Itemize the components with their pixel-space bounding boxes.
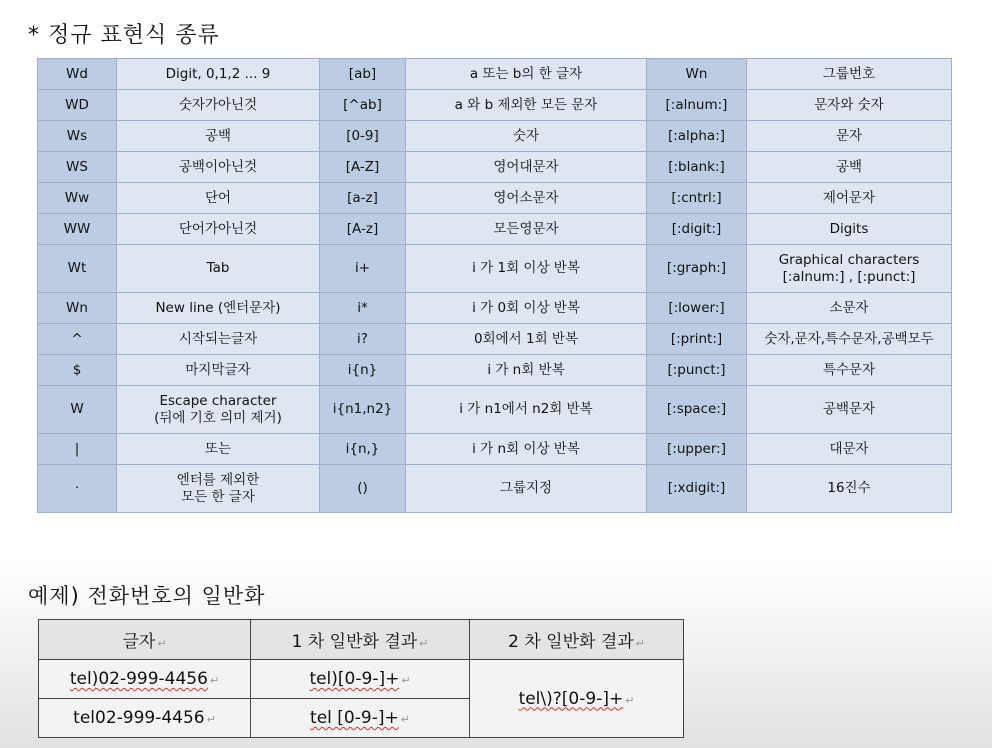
cell-class-meaning: 대문자 xyxy=(747,434,952,465)
cell-token: Ww xyxy=(38,183,117,214)
cell-class-meaning: 공백문자 xyxy=(747,386,952,434)
cell-pattern-meaning: 모든영문자 xyxy=(406,214,647,245)
regex-row xyxy=(38,90,952,121)
regex-row xyxy=(38,293,952,324)
cell-class: Wn xyxy=(647,59,747,90)
cell-pattern: [^ab] xyxy=(320,90,406,121)
cell-class-meaning: 공백 xyxy=(747,152,952,183)
cell-meaning: New line (엔터문자) xyxy=(117,293,320,324)
cell-class-meaning: Graphical characters [:alnum:] , [:punct:] xyxy=(747,245,952,293)
cell-meaning: 단어가아닌것 xyxy=(117,214,320,245)
cell-class: [:graph:] xyxy=(647,245,747,293)
regex-row xyxy=(38,214,952,245)
example-second-cell: tel\)?[0-9-]+ ↵ xyxy=(470,660,684,738)
cell-class-meaning: 제어문자 xyxy=(747,183,952,214)
cell-token: | xyxy=(38,434,117,465)
header-text: 글자 ↵ xyxy=(39,620,251,660)
cell-token: WW xyxy=(38,214,117,245)
cell-class-meaning: 특수문자 xyxy=(747,355,952,386)
regex-table-body xyxy=(38,59,952,513)
regex-row xyxy=(38,355,952,386)
cell-pattern: [ab] xyxy=(320,59,406,90)
regex-row xyxy=(38,465,952,513)
cell-class: [:xdigit:] xyxy=(647,465,747,513)
cell-pattern: i{n} xyxy=(320,355,406,386)
regex-row xyxy=(38,434,952,465)
regex-row xyxy=(38,59,952,90)
cell-meaning: 공백이아닌것 xyxy=(117,152,320,183)
cell-class: [:punct:] xyxy=(647,355,747,386)
cell-meaning: 공백 xyxy=(117,121,320,152)
cell-pattern: i{n,} xyxy=(320,434,406,465)
cell-meaning: 엔터를 제외한 모든 한 글자 xyxy=(117,465,320,513)
cell-meaning: 시작되는글자 xyxy=(117,324,320,355)
cell-token: Wt xyxy=(38,245,117,293)
cell-pattern: [a-z] xyxy=(320,183,406,214)
regex-row xyxy=(38,183,952,214)
cell-pattern: i? xyxy=(320,324,406,355)
cell-pattern: () xyxy=(320,465,406,513)
cell-class-meaning: 숫자,문자,특수문자,공백모두 xyxy=(747,324,952,355)
cell-class: [:alnum:] xyxy=(647,90,747,121)
regex-types-table xyxy=(37,58,952,513)
cell-meaning: Digit, 0,1,2 ... 9 xyxy=(117,59,320,90)
cell-pattern-meaning: 영어대문자 xyxy=(406,152,647,183)
regex-row xyxy=(38,121,952,152)
example-header-row xyxy=(39,620,684,660)
cell-pattern: [A-z] xyxy=(320,214,406,245)
cell-class: [:blank:] xyxy=(647,152,747,183)
cell-token: WS xyxy=(38,152,117,183)
cell-class-meaning: 문자와 숫자 xyxy=(747,90,952,121)
cell-class: [:alpha:] xyxy=(647,121,747,152)
cell-class-meaning: 소문자 xyxy=(747,293,952,324)
cell-class: [:upper:] xyxy=(647,434,747,465)
cell-token: · xyxy=(38,465,117,513)
example-text-cell: tel)02-999-4456 ↵ xyxy=(39,660,251,699)
example-text-cell: tel02-999-4456 ↵ xyxy=(39,699,251,738)
cell-class-meaning: 16진수 xyxy=(747,465,952,513)
cell-pattern-meaning: i 가 n회 반복 xyxy=(406,355,647,386)
cell-pattern-meaning: i 가 1회 이상 반복 xyxy=(406,245,647,293)
regex-row xyxy=(38,152,952,183)
cell-pattern-meaning: 그룹지정 xyxy=(406,465,647,513)
cell-class-meaning: 문자 xyxy=(747,121,952,152)
cell-token: WD xyxy=(38,90,117,121)
cell-class: [:cntrl:] xyxy=(647,183,747,214)
cell-class: [:print:] xyxy=(647,324,747,355)
cell-pattern-meaning: 숫자 xyxy=(406,121,647,152)
cell-token: Wd xyxy=(38,59,117,90)
cell-meaning: Escape character (뒤에 기호 의미 제거) xyxy=(117,386,320,434)
cell-pattern-meaning: i 가 n1에서 n2회 반복 xyxy=(406,386,647,434)
cell-meaning: 또는 xyxy=(117,434,320,465)
example-row xyxy=(39,660,684,699)
cell-pattern: i{n1,n2} xyxy=(320,386,406,434)
cell-pattern-meaning: a 와 b 제외한 모든 문자 xyxy=(406,90,647,121)
cell-meaning: 단어 xyxy=(117,183,320,214)
example-first-cell: tel [0-9-]+ ↵ xyxy=(251,699,470,738)
cell-class: [:space:] xyxy=(647,386,747,434)
cell-token: $ xyxy=(38,355,117,386)
cell-pattern-meaning: a 또는 b의 한 글자 xyxy=(406,59,647,90)
cell-pattern: [A-Z] xyxy=(320,152,406,183)
cell-pattern: [0-9] xyxy=(320,121,406,152)
cell-token: ^ xyxy=(38,324,117,355)
page-title: * 정규 표현식 종류 xyxy=(28,23,220,48)
header-first-result: 1 차 일반화 결과 ↵ xyxy=(251,620,470,660)
cell-token: Ws xyxy=(38,121,117,152)
cell-pattern-meaning: 0회에서 1회 반복 xyxy=(406,324,647,355)
cell-pattern-meaning: 영어소문자 xyxy=(406,183,647,214)
cell-pattern: i* xyxy=(320,293,406,324)
cell-meaning: Tab xyxy=(117,245,320,293)
cell-pattern-meaning: i 가 n회 이상 반복 xyxy=(406,434,647,465)
cell-meaning: 숫자가아닌것 xyxy=(117,90,320,121)
cell-pattern-meaning: i 가 0회 이상 반복 xyxy=(406,293,647,324)
example-first-cell: tel)[0-9-]+ ↵ xyxy=(251,660,470,699)
regex-row xyxy=(38,386,952,434)
cell-pattern: i+ xyxy=(320,245,406,293)
cell-class: [:lower:] xyxy=(647,293,747,324)
cell-token: W xyxy=(38,386,117,434)
header-second-result: 2 차 일반화 결과 ↵ xyxy=(470,620,684,660)
cell-class-meaning: 그룹번호 xyxy=(747,59,952,90)
regex-row xyxy=(38,245,952,293)
cell-meaning: 마지막글자 xyxy=(117,355,320,386)
cell-class: [:digit:] xyxy=(647,214,747,245)
cell-token: Wn xyxy=(38,293,117,324)
phone-generalization-table xyxy=(38,619,684,738)
example-title: 예제) 전화번호의 일반화 xyxy=(28,584,266,608)
cell-class-meaning: Digits xyxy=(747,214,952,245)
regex-row xyxy=(38,324,952,355)
